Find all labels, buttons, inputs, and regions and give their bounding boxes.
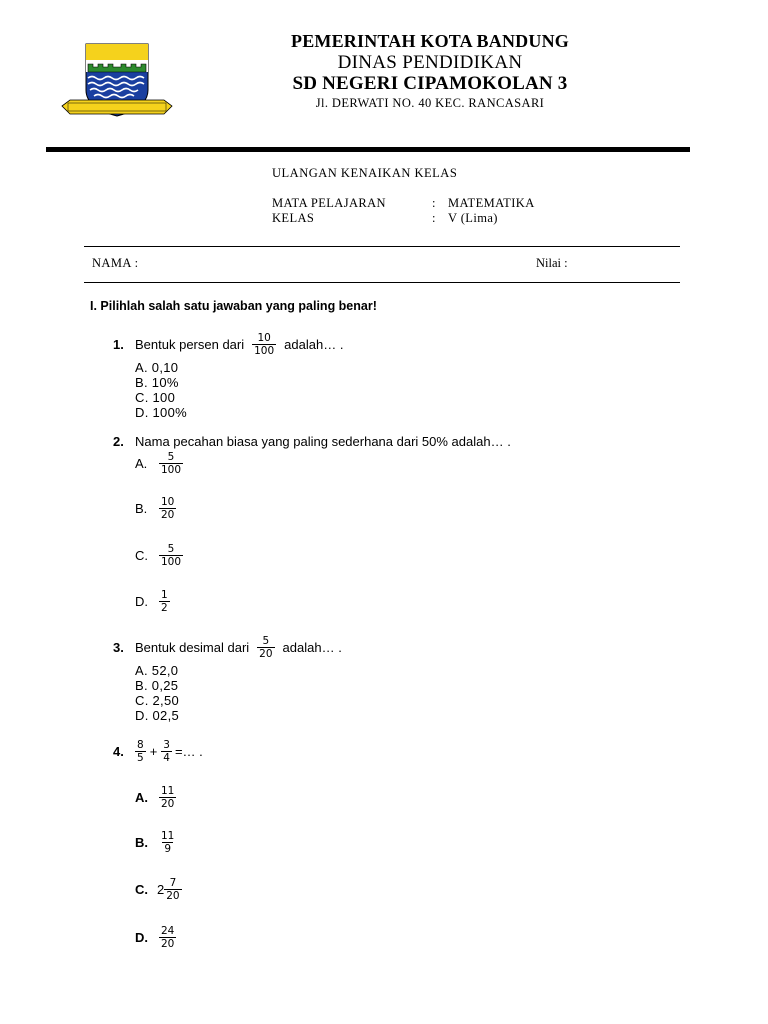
option-b[interactable] bbox=[135, 830, 176, 855]
name-row-bottom-rule bbox=[84, 282, 680, 283]
fraction bbox=[252, 332, 276, 357]
option-b[interactable] bbox=[135, 496, 176, 521]
fraction bbox=[164, 877, 181, 902]
question-text: Nama pecahan biasa yang paling sederhana dari 50% adalah… . bbox=[135, 434, 511, 449]
numerator: 5 bbox=[167, 451, 175, 463]
option-c[interactable] bbox=[135, 877, 182, 902]
question-3 bbox=[113, 635, 342, 660]
option-a[interactable] bbox=[135, 451, 183, 476]
numerator: 5 bbox=[262, 635, 270, 647]
option-letter: C. bbox=[135, 882, 148, 897]
header-divider bbox=[46, 147, 690, 152]
denominator: 20 bbox=[161, 938, 175, 950]
fraction bbox=[257, 635, 274, 660]
fraction bbox=[135, 739, 146, 764]
government-heading: PEMERINTAH KOTA BANDUNG bbox=[291, 31, 569, 51]
school-heading: SD NEGERI CIPAMOKOLAN 3 bbox=[292, 73, 568, 94]
whole-number: 2 bbox=[157, 882, 165, 897]
denominator: 100 bbox=[254, 345, 275, 357]
class-label: KELAS bbox=[272, 211, 315, 225]
option-c[interactable]: C. 2,50 bbox=[135, 693, 180, 708]
denominator: 4 bbox=[163, 752, 170, 764]
exam-title: ULANGAN KENAIKAN KELAS bbox=[272, 166, 458, 180]
numerator: 10 bbox=[257, 332, 271, 344]
department-heading: DINAS PENDIDIKAN bbox=[337, 52, 523, 73]
numerator: 3 bbox=[163, 739, 170, 751]
option-a[interactable] bbox=[135, 785, 176, 810]
option-a[interactable]: A. 52,0 bbox=[135, 663, 179, 678]
options-list bbox=[135, 663, 179, 723]
question-number: 1. bbox=[113, 337, 124, 352]
section-instruction: I. Pilihlah salah satu jawaban yang paling benar! bbox=[90, 299, 377, 313]
question-text: Bentuk desimal dari bbox=[135, 640, 250, 655]
numerator: 5 bbox=[167, 543, 175, 555]
denominator: 2 bbox=[161, 602, 168, 614]
fraction bbox=[159, 785, 176, 810]
fraction bbox=[159, 451, 183, 476]
fraction bbox=[161, 739, 172, 764]
fraction bbox=[159, 925, 176, 950]
subject-value: MATEMATIKA bbox=[448, 196, 535, 210]
class-colon: : bbox=[432, 211, 436, 225]
denominator: 9 bbox=[164, 843, 172, 855]
denominator: 20 bbox=[161, 798, 175, 810]
option-b[interactable]: B. 0,25 bbox=[135, 678, 179, 693]
school-address: Jl. DERWATI NO. 40 KEC. RANCASARI bbox=[315, 96, 545, 110]
option-c[interactable]: C. 100 bbox=[135, 390, 176, 405]
denominator: 5 bbox=[137, 752, 144, 764]
question-4 bbox=[113, 739, 203, 764]
name-field-label: NAMA : bbox=[92, 256, 139, 270]
option-a[interactable]: A. 0,10 bbox=[135, 360, 179, 375]
denominator: 20 bbox=[259, 648, 273, 660]
options-list bbox=[135, 360, 187, 420]
numerator: 1 bbox=[161, 589, 168, 601]
fraction bbox=[159, 830, 176, 855]
city-emblem-logo bbox=[60, 42, 174, 124]
subject-label: MATA PELAJARAN bbox=[272, 196, 386, 210]
option-letter: D. bbox=[135, 594, 148, 609]
question-2 bbox=[113, 434, 511, 449]
option-letter: C. bbox=[135, 548, 148, 563]
option-letter: A. bbox=[135, 456, 148, 471]
question-1 bbox=[113, 332, 343, 357]
option-c[interactable] bbox=[135, 543, 183, 568]
numerator: 24 bbox=[161, 925, 175, 937]
class-value: V (Lima) bbox=[448, 211, 498, 225]
numerator: 7 bbox=[169, 877, 177, 889]
option-letter: B. bbox=[135, 501, 148, 516]
question-suffix: adalah… . bbox=[282, 640, 342, 655]
option-d[interactable] bbox=[135, 589, 170, 614]
option-b[interactable]: B. 10% bbox=[135, 375, 179, 390]
option-d[interactable]: D. 02,5 bbox=[135, 708, 180, 723]
denominator: 20 bbox=[161, 509, 175, 521]
fraction bbox=[159, 543, 183, 568]
question-suffix: adalah… . bbox=[284, 337, 344, 352]
option-d[interactable]: D. 100% bbox=[135, 405, 187, 420]
numerator: 11 bbox=[161, 785, 175, 797]
name-row-top-rule bbox=[84, 246, 680, 247]
option-letter: B. bbox=[135, 835, 148, 850]
question-number: 3. bbox=[113, 640, 124, 655]
numerator: 10 bbox=[161, 496, 175, 508]
option-letter: A. bbox=[135, 790, 148, 805]
score-field-label: Nilai : bbox=[536, 256, 568, 270]
denominator: 100 bbox=[161, 464, 182, 476]
denominator: 100 bbox=[161, 556, 182, 568]
denominator: 20 bbox=[166, 890, 180, 902]
numerator: 11 bbox=[161, 830, 175, 842]
numerator: 8 bbox=[137, 739, 144, 751]
fraction bbox=[159, 589, 170, 614]
option-letter: D. bbox=[135, 930, 148, 945]
question-text: Bentuk persen dari bbox=[135, 337, 245, 352]
plus-sign: + bbox=[149, 744, 158, 759]
option-d[interactable] bbox=[135, 925, 176, 950]
question-number: 2. bbox=[113, 434, 124, 449]
subject-colon: : bbox=[432, 196, 436, 210]
fraction bbox=[159, 496, 176, 521]
question-suffix: =… . bbox=[174, 744, 203, 759]
question-number: 4. bbox=[113, 744, 124, 759]
